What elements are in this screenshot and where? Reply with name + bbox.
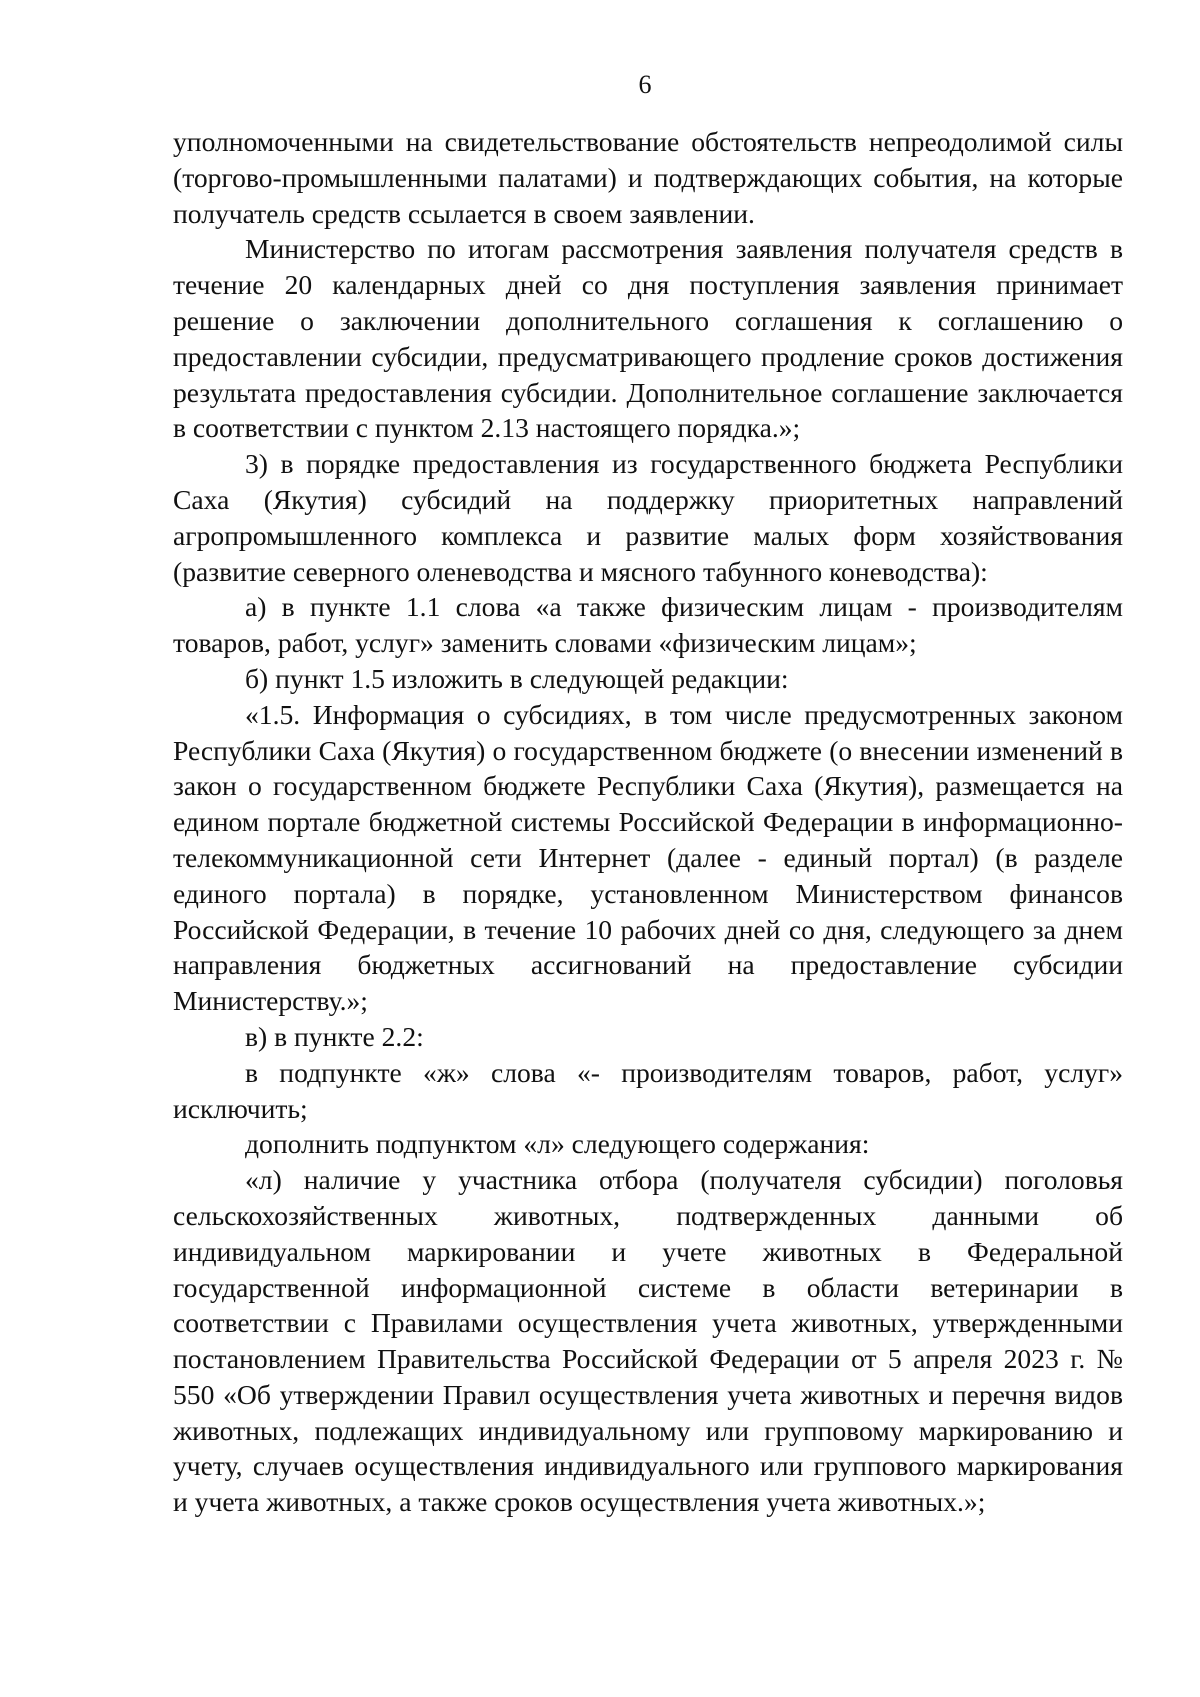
paragraph-8: в подпункте «ж» слова «- производителям товаров, работ, услуг» исключить; (173, 1056, 1123, 1124)
paragraph-1: уполномоченными на свидетельствование обстоятельств непреодолимой силы (торгово-промышленными палатами) и подтверждающих события, на которые получатель средств ссылается в своем заявлении. (173, 126, 1123, 229)
paragraph-10: «л) наличие у участника отбора (получателя субсидии) поголовья сельскохозяйственных животных, подтвержденных данными об индивидуальном маркировании и учете животных в Федеральной государственной информационной системе в области ветеринарии в соответствии с Правилами осуществления учета животных, утвержденными постановлением Правительства Российской Федерации от 5 апреля 2023 г. № 550 «Об утверждении Правил осуществления учета животных и перечня видов животных, подлежащих индивидуальному или групповому маркированию и учету, случаев осуществления индивидуального или группового маркирования и учета животных, а также сроков осуществления учета животных.»; (173, 1164, 1123, 1518)
paragraph-5: б) пункт 1.5 изложить в следующей редакции: (245, 662, 789, 694)
paragraph-4: а) в пункте 1.1 слова «а также физическим лицам - производителям товаров, работ, услуг» заменить словами «физическим лицам»; (173, 591, 1123, 659)
paragraph-2: Министерство по итогам рассмотрения заявления получателя средств в течение 20 календарных дней со дня поступления заявления принимает решение о заключении дополнительного соглашения к соглашению о предоставлении субсидии, предусматривающего продление сроков достижения результата предоставления субсидии. Дополнительное соглашение заключается в соответствии с пунктом 2.13 настоящего порядка.»; (173, 233, 1123, 444)
paragraph-9: дополнить подпунктом «л» следующего содержания: (245, 1128, 870, 1160)
page-number: 6 (638, 70, 652, 99)
document-body (173, 124, 1123, 1520)
paragraph-7: в) в пункте 2.2: (245, 1020, 424, 1052)
paragraph-3: 3) в порядке предоставления из государственного бюджета Республики Саха (Якутия) субсидий на поддержку приоритетных направлений агропромышленного комплекса и развитие малых форм хозяйствования (развитие северного оленеводства и мясного табунного коневодства): (173, 448, 1123, 587)
paragraph-6: «1.5. Информация о субсидиях, в том числе предусмотренных законом Республики Саха (Якутия) о государственном бюджете (о внесении изменений в закон о государственном бюджете Республики Саха (Якутия), размещается на едином портале бюджетной системы Российской Федерации в информационно-телекоммуникационной сети Интернет (далее - единый портал) (в разделе единого портала) в порядке, установленном Министерством финансов Российской Федерации, в течение 10 рабочих дней со дня, следующего за днем направления бюджетных ассигнований на предоставление субсидии Министерству.»; (173, 698, 1123, 1017)
